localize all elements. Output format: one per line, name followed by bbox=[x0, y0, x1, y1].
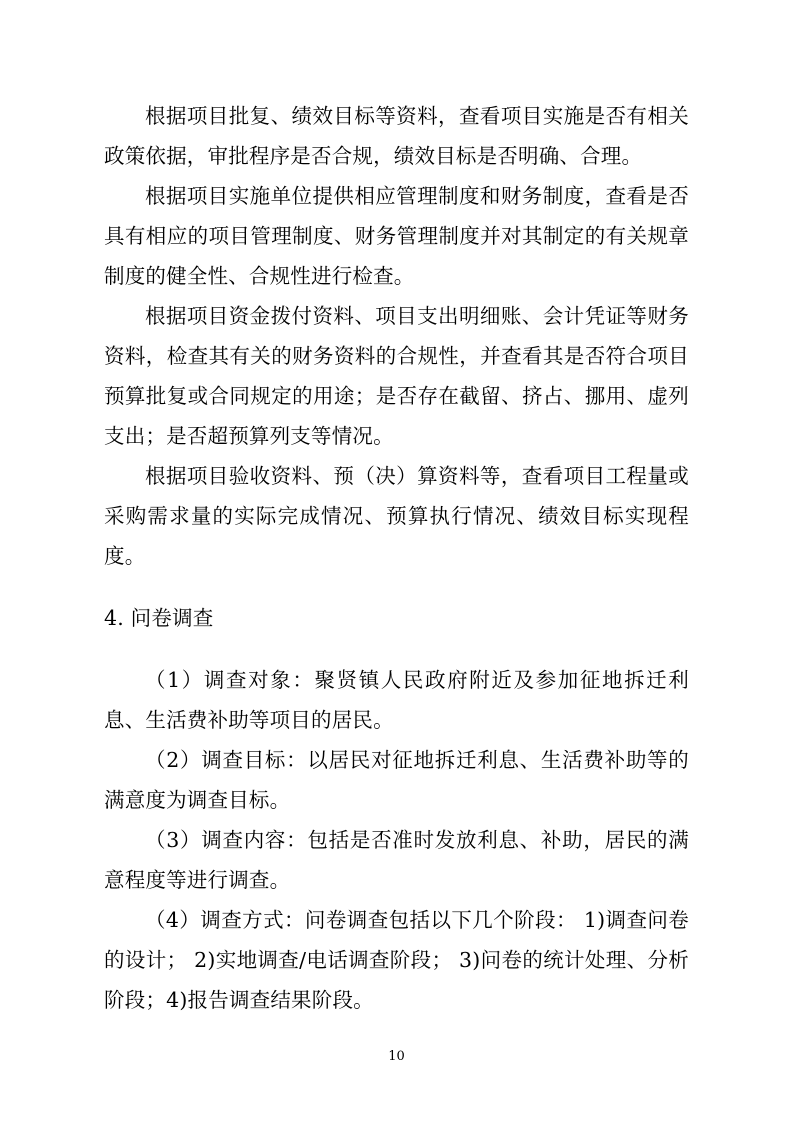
sub-paragraph-3: （3）调查内容：包括是否准时发放利息、补助，居民的满意程度等进行调查。 bbox=[104, 828, 689, 892]
paragraph-4: 根据项目验收资料、预（决）算资料等，查看项目工程量或采购需求量的实际完成情况、预算执行情况、绩效目标实现程度。 bbox=[104, 464, 689, 568]
heading-spacer bbox=[104, 646, 689, 660]
page-number: 10 bbox=[388, 1049, 405, 1064]
paragraph-1: 根据项目批复、绩效目标等资料，查看项目实施是否有相关政策依据，审批程序是否合规，绩效目标是否明确、合理。 bbox=[104, 104, 689, 168]
paragraph-2: 根据项目实施单位提供相应管理制度和财务制度，查看是否具有相应的项目管理制度、财务管理制度并对其制定的有关规章制度的健全性、合规性进行检查。 bbox=[104, 184, 689, 288]
section-heading-4: 4. 问卷调查 bbox=[104, 606, 214, 630]
sub-paragraph-1: （1）调查对象：聚贤镇人民政府附近及参加征地拆迁利息、生活费补助等项目的居民。 bbox=[104, 668, 689, 732]
document-body bbox=[104, 96, 689, 1020]
sub-paragraph-2: （2）调查目标：以居民对征地拆迁利息、生活费补助等的满意度为调查目标。 bbox=[104, 748, 689, 812]
sub-paragraph-4: （4）调查方式：问卷调查包括以下几个阶段： 1)调查问卷的设计； 2)实地调查/电话调查阶段； 3)问卷的统计处理、分析阶段；4)报告调查结果阶段。 bbox=[104, 908, 689, 1012]
paragraph-3: 根据项目资金拨付资料、项目支出明细账、会计凭证等财务资料，检查其有关的财务资料的合规性，并查看其是否符合项目预算批复或合同规定的用途；是否存在截留、挤占、挪用、虚列支出；是否超预算列支等情况。 bbox=[104, 304, 689, 448]
